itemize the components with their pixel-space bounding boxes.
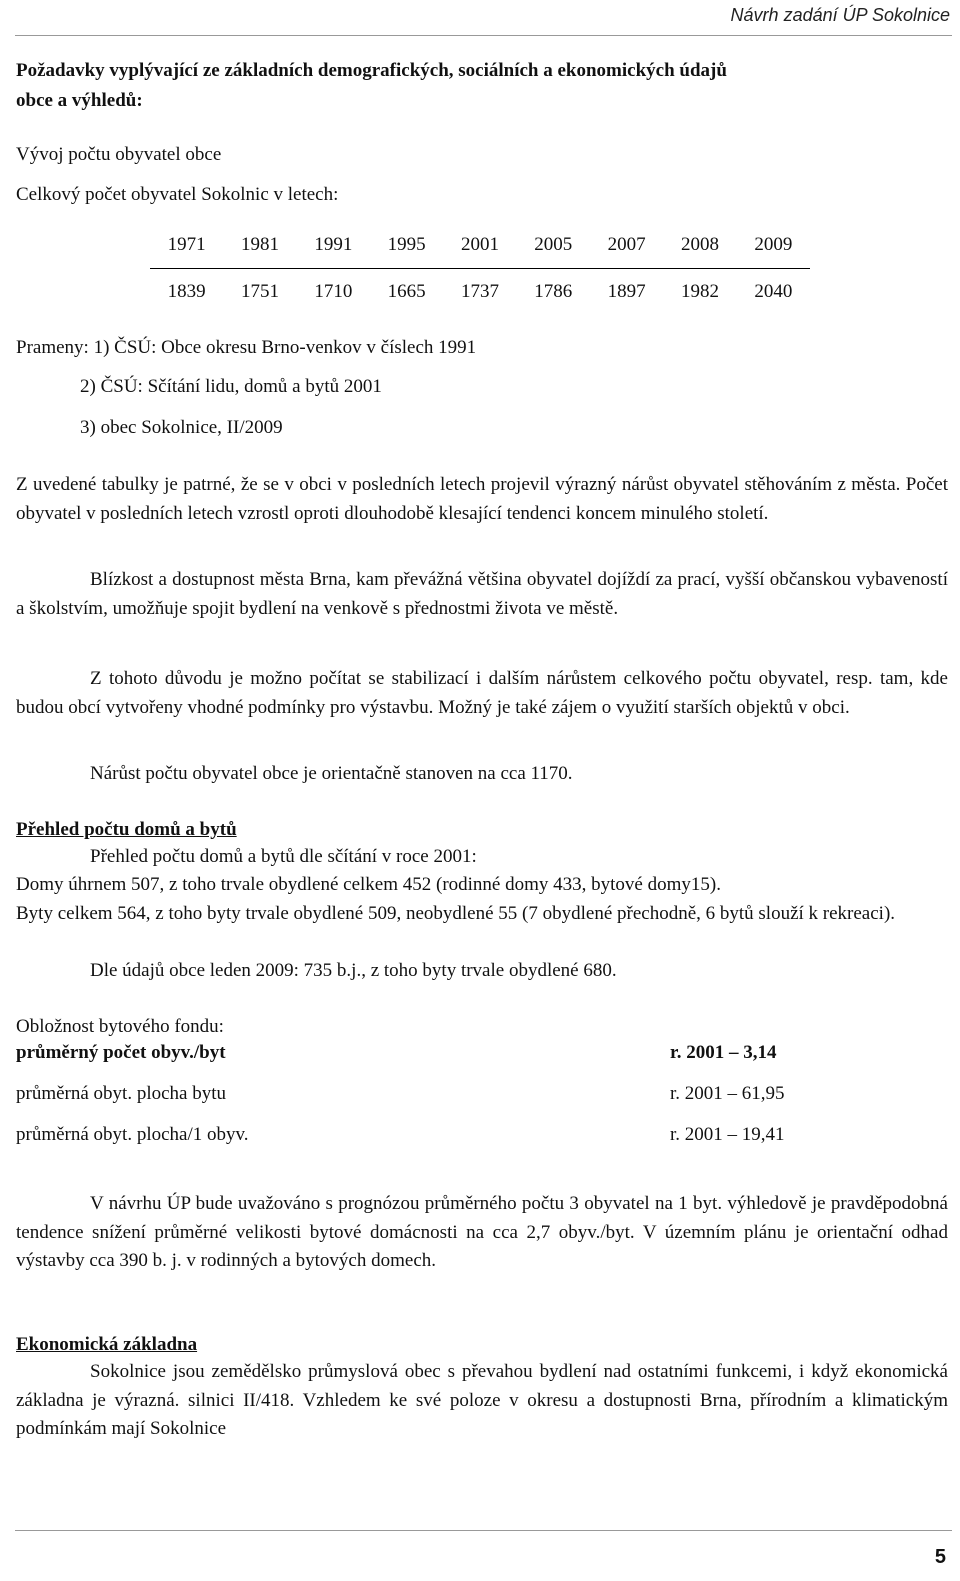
occupancy-value-row2: r. 2001 – 61,95 xyxy=(670,1083,785,1104)
occupancy-label-row1: průměrný počet obyv./byt xyxy=(16,1042,226,1063)
economy-heading: Ekonomická základna xyxy=(16,1334,198,1355)
year-cell: 1981 xyxy=(223,222,296,269)
housing-houses: Domy úhrnem 507, z toho trvale obydlené celkem 452 (rodinné domy 433, bytové domy15). xyxy=(16,874,721,895)
population-cell: 1786 xyxy=(534,281,573,302)
year-cell: 1991 xyxy=(297,222,370,269)
paragraph-growth-target: Nárůst počtu obyvatel obce je orientačně stanoven na cca 1170. xyxy=(90,763,573,784)
page-number: 5 xyxy=(934,1546,946,1568)
occupancy-label-row2: průměrná obyt. plocha bytu xyxy=(16,1083,227,1104)
year-cell: 2007 xyxy=(590,222,663,269)
year-cell: 1971 xyxy=(150,222,223,269)
year-cell: 1995 xyxy=(370,222,443,269)
paragraph-brno-proximity: Blízkost a dostupnost města Brna, kam převážná většina obyvatel dojíždí za prací, vyšší občanskou vybaveností a školstvím, umožňuje spojit bydlení na venkově s přednostmi života ve městě. xyxy=(16,569,948,619)
year-cell: 2008 xyxy=(663,222,736,269)
housing-municipal: Dle údajů obce leden 2009: 735 b.j., z toho byty trvale obydlené 680. xyxy=(90,960,617,981)
header-divider xyxy=(15,35,952,36)
occupancy-heading: Obložnost bytového fondu: xyxy=(16,1016,224,1037)
population-cell: 1665 xyxy=(387,281,426,302)
document-header-title: Návrh zadání ÚP Sokolnice xyxy=(730,5,950,25)
population-cell: 1710 xyxy=(314,281,353,302)
population-cell: 1737 xyxy=(460,281,499,302)
housing-intro: Přehled počtu domů a bytů dle sčítání v roce 2001: xyxy=(90,846,477,867)
source-3: 3) obec Sokolnice, II/2009 xyxy=(80,417,283,438)
footer-divider xyxy=(15,1530,952,1531)
section-heading-line2: obce a výhledů: xyxy=(16,90,143,111)
occupancy-value-row3: r. 2001 – 19,41 xyxy=(670,1124,785,1145)
housing-flats: Byty celkem 564, z toho byty trvale obydlené 509, neobydlené 55 (7 obydlené přechodně, 6 bytů slouží k rekreaci). xyxy=(16,903,896,924)
housing-heading: Přehled počtu domů a bytů xyxy=(16,819,237,840)
population-cell: 1751 xyxy=(240,281,279,302)
population-cell: 1839 xyxy=(167,281,206,302)
population-years-row xyxy=(150,222,810,269)
population-cell: 1982 xyxy=(680,281,719,302)
year-cell: 2001 xyxy=(443,222,516,269)
population-cell: 1897 xyxy=(607,281,646,302)
occupancy-value-row1: r. 2001 – 3,14 xyxy=(670,1042,777,1063)
year-cell: 2005 xyxy=(517,222,590,269)
population-cell: 2040 xyxy=(754,281,793,302)
paragraph-stabilization: Z tohoto důvodu je možno počítat se stabilizací i dalším nárůstem celkového počtu obyvatel, resp. tam, kde budou obcí vytvořeny vhodné podmínky pro výstavbu. Možný je také zájem o využití starších objektů v obci. xyxy=(16,668,948,718)
source-1: Prameny: 1) ČSÚ: Obce okresu Brno-venkov v číslech 1991 xyxy=(16,337,477,358)
population-intro: Celkový počet obyvatel Sokolnic v letech: xyxy=(16,184,339,205)
section-heading-line1: Požadavky vyplývající ze základních demografických, sociálních a ekonomických údajů xyxy=(16,60,727,81)
occupancy-label-row3: průměrná obyt. plocha/1 obyv. xyxy=(16,1124,249,1145)
paragraph-economy: Sokolnice jsou zemědělsko průmyslová obec s převahou bydlení nad ostatními funkcemi, i když ekonomická základna je výrazná. silnici II/418. Vzhledem ke své poloze v okresu a dostupnosti Brna, přírodním a klimatickým podmínkám mají Sokolnice xyxy=(16,1361,948,1439)
population-values-row xyxy=(150,269,810,316)
paragraph-population-growth: Z uvedené tabulky je patrné, že se v obci v posledních letech projevil výrazný nárůst obyvatel stěhováním z města. Počet obyvatel v posledních letech vzrostl oproti dlouhodobě klesající tendenci koncem minulého století. xyxy=(16,474,948,524)
paragraph-forecast: V návrhu ÚP bude uvažováno s prognózou průměrného počtu 3 obyvatel na 1 byt. výhledově je pravděpodobná tendence snížení průměrné velikosti bytové domácnosti na cca 2,7 obyv./byt. V územním plánu je orientační odhad výstavby cca 390 b. j. v rodinných a bytových domech. xyxy=(16,1193,948,1271)
population-table xyxy=(150,222,810,315)
population-subheading: Vývoj počtu obyvatel obce xyxy=(16,144,222,165)
year-cell: 2009 xyxy=(737,222,810,269)
source-2: 2) ČSÚ: Sčítání lidu, domů a bytů 2001 xyxy=(80,376,382,397)
